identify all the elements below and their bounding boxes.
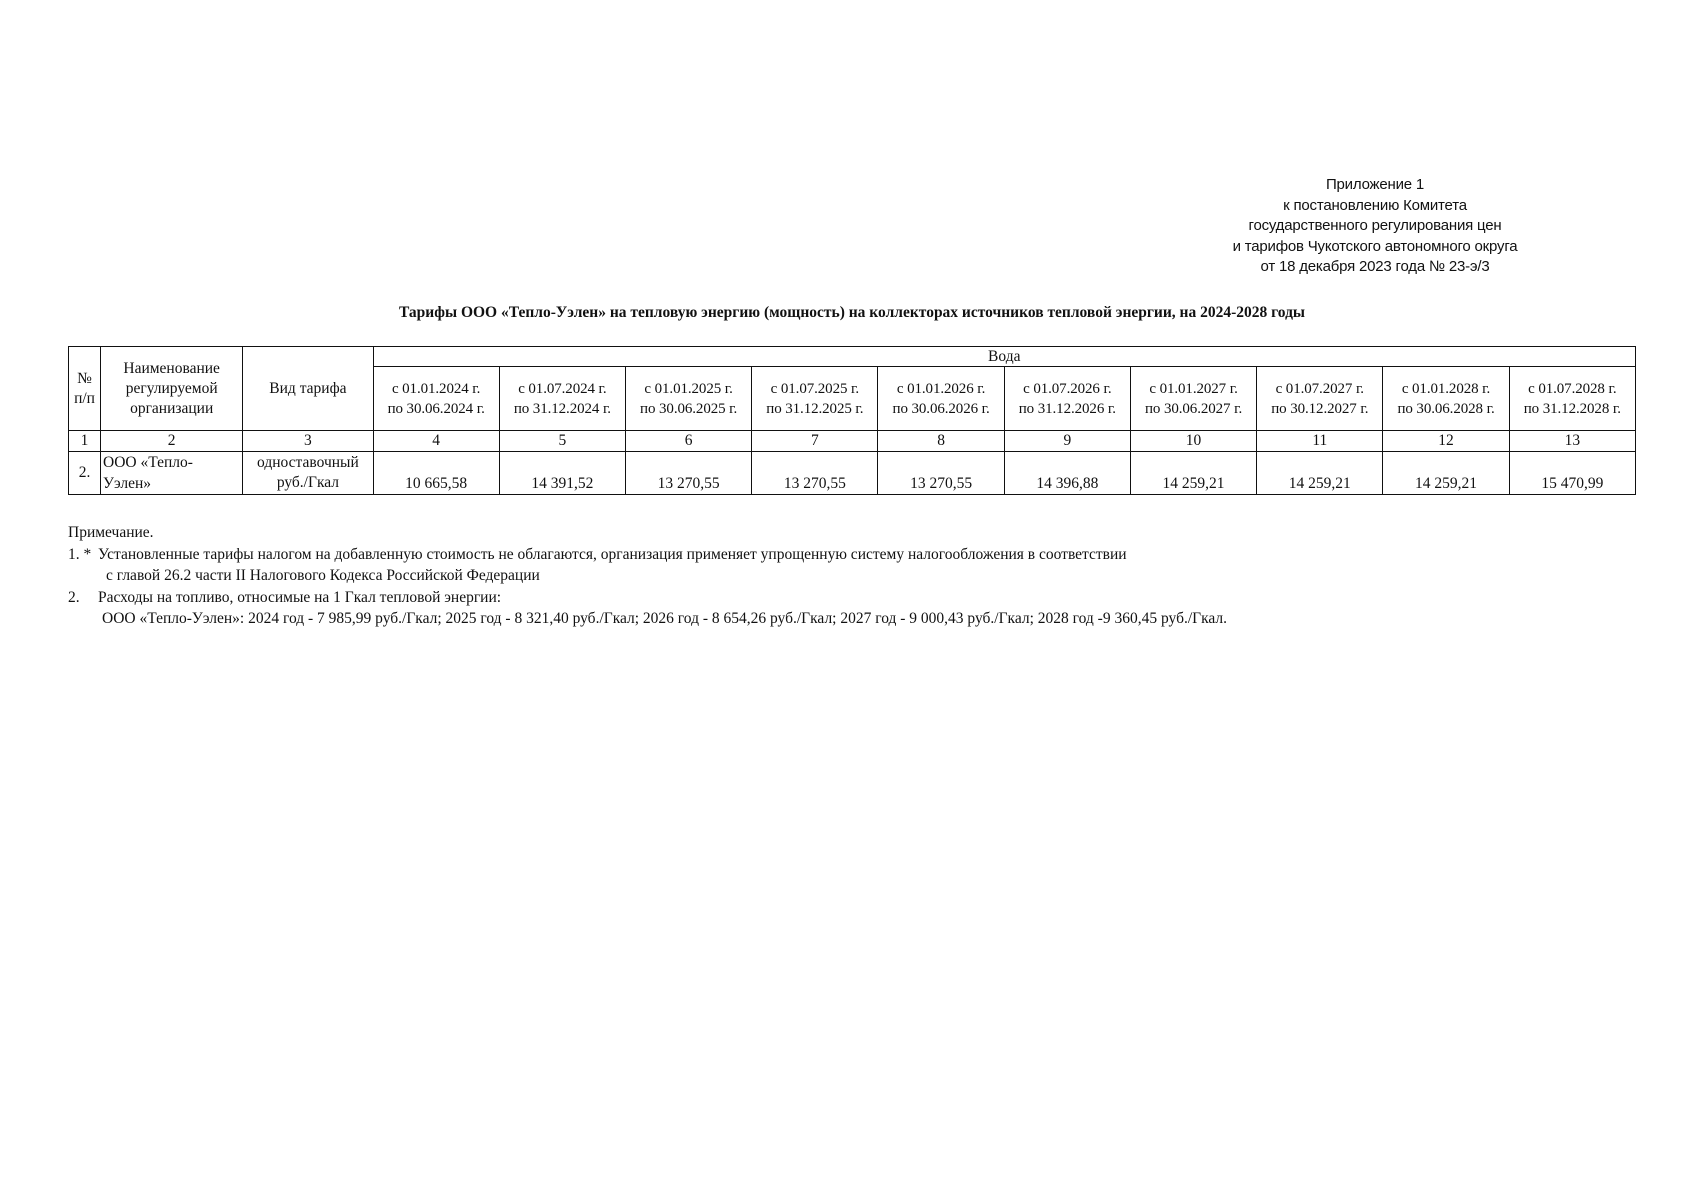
column-number: 7 <box>752 431 878 452</box>
note-2 <box>68 587 1568 609</box>
document-title: Тарифы ООО «Тепло-Уэлен» на тепловую энергию (мощность) на коллекторах источников тепловой энергии, на 2024-2028 годы <box>398 304 1306 321</box>
header-group-water: Вода <box>373 347 1635 367</box>
period-header: с 01.01.2028 г. по 30.06.2028 г. <box>1383 367 1509 431</box>
column-number: 6 <box>626 431 752 452</box>
column-number: 13 <box>1509 431 1635 452</box>
column-number: 10 <box>1130 431 1256 452</box>
tariff-value: 13 270,55 <box>878 452 1004 495</box>
period-header: с 01.01.2027 г. по 30.06.2027 г. <box>1130 367 1256 431</box>
column-number: 8 <box>878 431 1004 452</box>
tariff-value: 10 665,58 <box>373 452 499 495</box>
appendix-line: государственного регулирования цен <box>1248 217 1502 234</box>
column-number: 3 <box>243 431 373 452</box>
column-number: 2 <box>101 431 243 452</box>
period-header: с 01.07.2024 г. по 31.12.2024 г. <box>499 367 625 431</box>
column-number: 9 <box>1004 431 1130 452</box>
header-row <box>69 347 1636 367</box>
appendix-line: и тарифов Чукотского автономного округа <box>1232 237 1518 255</box>
tariff-value: 15 470,99 <box>1509 452 1635 495</box>
column-number: 11 <box>1257 431 1383 452</box>
tariff-type <box>243 452 373 495</box>
tariff-value: 14 391,52 <box>499 452 625 495</box>
column-number: 1 <box>69 431 101 452</box>
period-header: с 01.07.2027 г. по 30.12.2027 г. <box>1257 367 1383 431</box>
column-number: 4 <box>373 431 499 452</box>
note-2-text: Расходы на топливо, относимые на 1 Гкал тепловой энергии: <box>98 588 502 606</box>
tariff-type-label: одноставочный <box>257 454 359 471</box>
notes-section <box>68 522 1568 630</box>
note-1-continuation: с главой 26.2 части II Налогового Кодекса Российской Федерации <box>106 567 540 584</box>
header-tariff-type: Вид тарифа <box>243 347 373 431</box>
tariff-table <box>68 346 1636 495</box>
appendix-line: к постановлению Комитета <box>1283 196 1467 214</box>
tariff-value: 13 270,55 <box>626 452 752 495</box>
note-1 <box>68 544 1568 566</box>
period-header: с 01.01.2025 г. по 30.06.2025 г. <box>626 367 752 431</box>
period-header: с 01.07.2028 г. по 31.12.2028 г. <box>1509 367 1635 431</box>
column-number: 5 <box>499 431 625 452</box>
tariff-value: 13 270,55 <box>752 452 878 495</box>
note-2-marker: 2. <box>68 588 80 606</box>
header-org: Наименование регулируемой организации <box>101 347 243 431</box>
tariff-value: 14 259,21 <box>1383 452 1509 495</box>
header-num: № п/п <box>69 347 101 431</box>
tariff-value: 14 396,88 <box>1004 452 1130 495</box>
table-row <box>69 452 1636 495</box>
period-header: с 01.01.2024 г. по 30.06.2024 г. <box>373 367 499 431</box>
note-2-continuation: ООО «Тепло-Уэлен»: 2024 год - 7 985,99 руб./Гкал; 2025 год - 8 321,40 руб./Гкал; 2026 год - 8 654,26 руб./Гкал; 2027 год - 9 000,43 руб./Гкал; 2028 год -9 360,45 руб./Гкал. <box>102 610 1228 627</box>
note-1-marker: 1. * <box>68 545 92 563</box>
period-header: с 01.07.2025 г. по 31.12.2025 г. <box>752 367 878 431</box>
column-number: 12 <box>1383 431 1509 452</box>
organization-name: ООО «Тепло-Уэлен» <box>101 452 243 495</box>
appendix-reference <box>1170 175 1580 278</box>
row-number: 2. <box>69 452 101 495</box>
appendix-line: Приложение 1 <box>1325 176 1425 193</box>
tariff-value: 14 259,21 <box>1257 452 1383 495</box>
note-1-text: Установленные тарифы налогом на добавленную стоимость не облагаются, организация применяет упрощенную систему налогообложения в соответствии <box>98 545 1127 563</box>
column-number-row <box>69 431 1636 452</box>
appendix-line: от 18 декабря 2023 года № 23-э/3 <box>1260 258 1490 275</box>
period-header: с 01.07.2026 г. по 31.12.2026 г. <box>1004 367 1130 431</box>
tariff-value: 14 259,21 <box>1130 452 1256 495</box>
notes-heading: Примечание. <box>68 524 154 541</box>
period-header: с 01.01.2026 г. по 30.06.2026 г. <box>878 367 1004 431</box>
tariff-unit: руб./Гкал <box>276 474 339 491</box>
